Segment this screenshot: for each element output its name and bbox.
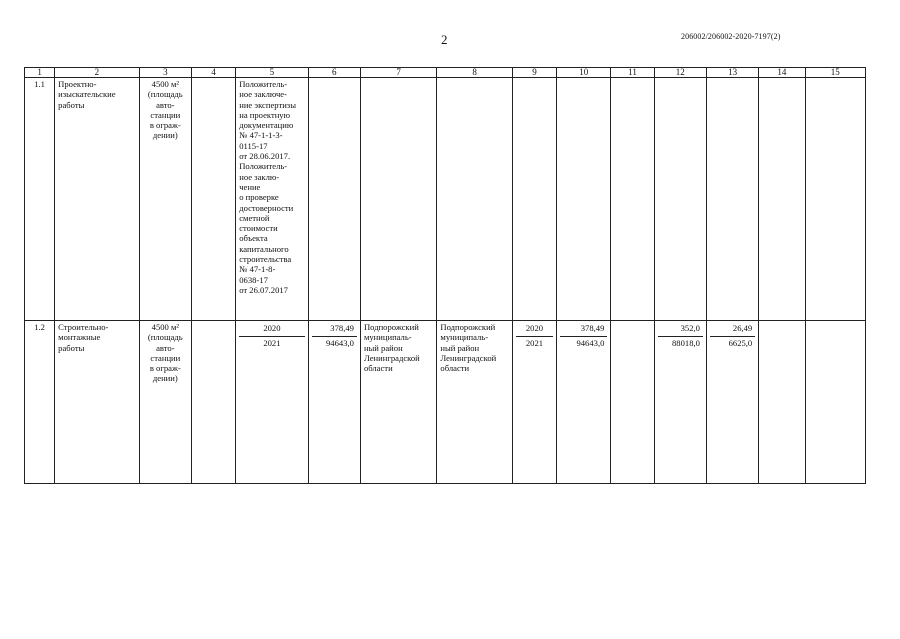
empty-cell bbox=[654, 78, 706, 321]
empty-cell bbox=[191, 78, 235, 321]
amount-value: 352,0 bbox=[680, 323, 700, 333]
column-number: 6 bbox=[308, 68, 360, 78]
empty-cell bbox=[759, 321, 805, 484]
year-value: 2020 bbox=[263, 323, 281, 333]
column-number: 11 bbox=[611, 68, 654, 78]
column-number: 14 bbox=[759, 68, 805, 78]
column-number: 5 bbox=[236, 68, 308, 78]
column-number: 8 bbox=[437, 68, 512, 78]
amounts-cell bbox=[557, 321, 611, 484]
row-number: 1.2 bbox=[25, 321, 55, 484]
work-type: Строительно- монтажные работы bbox=[55, 321, 140, 484]
empty-cell bbox=[191, 321, 235, 484]
table-row bbox=[25, 321, 866, 484]
amount-value: 94643,0 bbox=[560, 336, 607, 351]
district: Подпорожский муниципаль- ный район Ленинградской области bbox=[360, 321, 436, 484]
recipient: Подпорожский муниципаль- ный район Ленинградской области bbox=[437, 321, 512, 484]
empty-cell bbox=[611, 78, 654, 321]
amount-value: 94643,0 bbox=[312, 336, 357, 351]
column-number: 2 bbox=[55, 68, 140, 78]
amounts-cell bbox=[308, 321, 360, 484]
empty-cell bbox=[360, 78, 436, 321]
column-number: 1 bbox=[25, 68, 55, 78]
column-number: 4 bbox=[191, 68, 235, 78]
column-number: 7 bbox=[360, 68, 436, 78]
col13-cell bbox=[706, 321, 758, 484]
document-id: 206002/206002-2020-7197(2) bbox=[681, 32, 781, 41]
column-number: 10 bbox=[557, 68, 611, 78]
years-cell bbox=[236, 321, 308, 484]
empty-cell bbox=[557, 78, 611, 321]
amount-value: 6625,0 bbox=[710, 336, 755, 351]
empty-cell bbox=[308, 78, 360, 321]
column-number: 3 bbox=[139, 68, 191, 78]
amount-value: 378,49 bbox=[580, 323, 605, 333]
years-cell bbox=[512, 321, 556, 484]
col12-cell bbox=[654, 321, 706, 484]
year-value: 2020 bbox=[525, 323, 544, 333]
empty-cell bbox=[805, 78, 866, 321]
year-value: 2021 bbox=[516, 336, 553, 351]
column-number: 12 bbox=[654, 68, 706, 78]
empty-cell bbox=[512, 78, 556, 321]
amount-value: 378,49 bbox=[330, 323, 354, 333]
work-type: Проектно- изыскательские работы bbox=[55, 78, 140, 321]
column-number: 15 bbox=[805, 68, 866, 78]
empty-cell bbox=[805, 321, 866, 484]
empty-cell bbox=[437, 78, 512, 321]
data-table bbox=[24, 67, 866, 484]
column-number-row bbox=[25, 68, 866, 78]
amount-value: 88018,0 bbox=[658, 336, 703, 351]
amount-value: 26,49 bbox=[732, 323, 753, 333]
column-number: 9 bbox=[512, 68, 556, 78]
empty-cell bbox=[706, 78, 758, 321]
expertise-conclusion: Положитель- ное заключе- ние экспертизы на проектную документацию № 47-1-1-3- 0115-17 от 28.06.2017. Положитель- ное заклю- чение о проверке достоверности сметной стоимости объекта капитального строительства № 47-1-8- 0638-17 от 26.07.2017 bbox=[236, 78, 308, 321]
column-number: 13 bbox=[706, 68, 758, 78]
empty-cell bbox=[759, 78, 805, 321]
capacity: 4500 м² (площадь авто- станции в ограж- дении) bbox=[139, 321, 191, 484]
year-value: 2021 bbox=[239, 336, 304, 351]
empty-cell bbox=[611, 321, 654, 484]
table-row bbox=[25, 78, 866, 321]
page-number: 2 bbox=[441, 32, 448, 47]
row-number: 1.1 bbox=[25, 78, 55, 321]
capacity: 4500 м² (площадь авто- станции в ограж- дении) bbox=[139, 78, 191, 321]
